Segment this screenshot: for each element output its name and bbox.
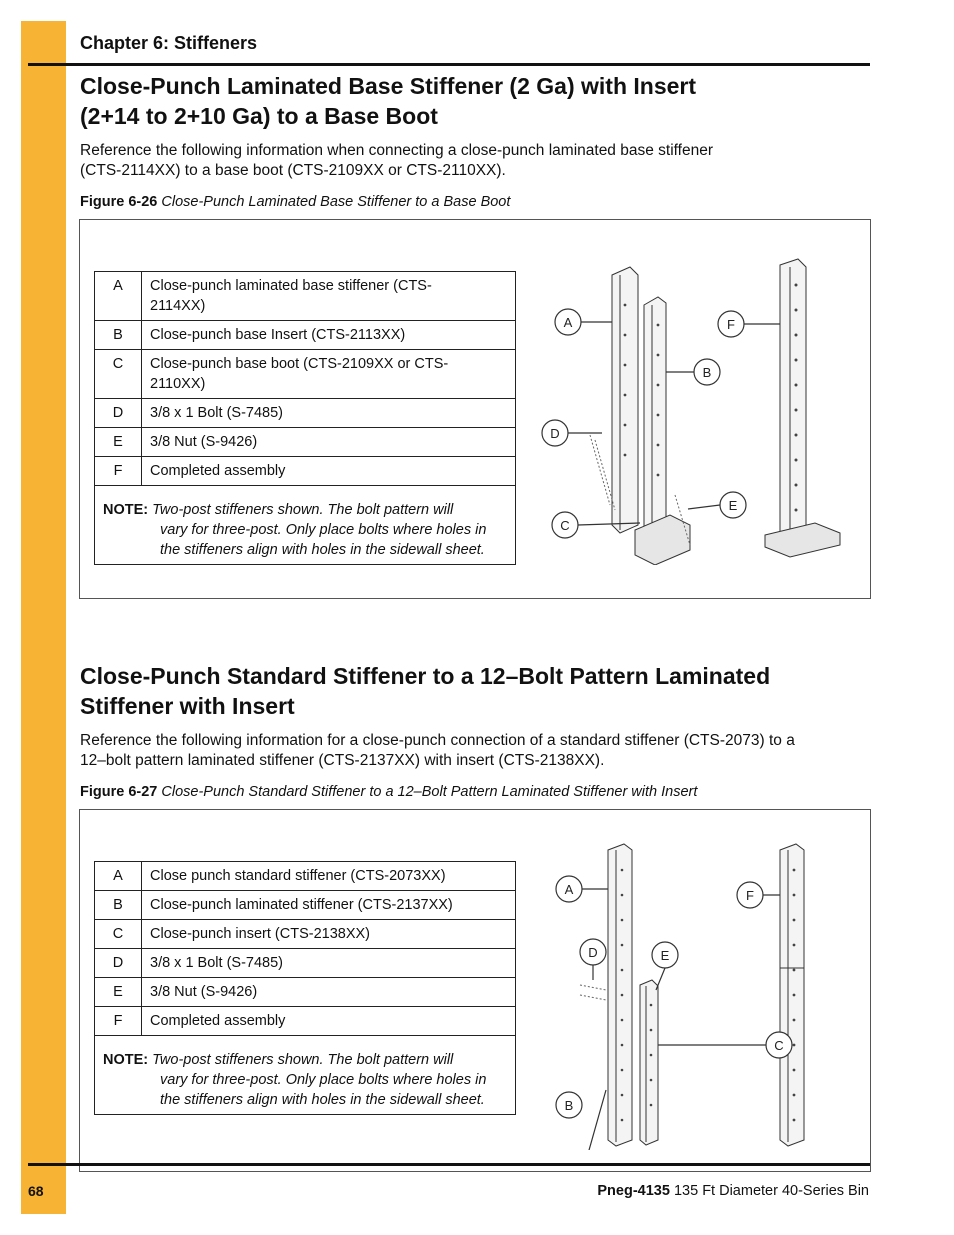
chapter-sidebar-bar bbox=[21, 21, 66, 1214]
legend-row: D 3/8 x 1 Bolt (S-7485) bbox=[95, 399, 516, 428]
figure-title: Close-Punch Laminated Base Stiffener to a Base Boot bbox=[161, 194, 511, 210]
legend-row: F Completed assembly bbox=[95, 457, 516, 486]
chapter-heading: Chapter 6: Stiffeners bbox=[80, 33, 258, 53]
callout-a-label: A bbox=[564, 882, 574, 897]
figure-6-27-caption bbox=[80, 784, 697, 800]
legend-row: E 3/8 Nut (S-9426) bbox=[95, 428, 516, 457]
legend-note: NOTE: Two-post stiffeners shown. The bolt pattern will vary for three-post. Only place bolts where holes in the stiffeners align with holes in the sidewall sheet. bbox=[95, 1036, 516, 1115]
legend-note: NOTE: Two-post stiffeners shown. The bolt pattern will vary for three-post. Only place bolts where holes in the stiffeners align with holes in the sidewall sheet. bbox=[95, 486, 516, 565]
footer-doc-info bbox=[597, 1183, 869, 1199]
figure-6-27-legend bbox=[94, 861, 516, 1115]
legend-row: C Close-punch insert (CTS-2138XX) bbox=[95, 920, 516, 949]
figure-6-26-legend bbox=[94, 271, 516, 565]
figure-6-26-box bbox=[79, 219, 871, 599]
legend-row: B Close-punch base Insert (CTS-2113XX) bbox=[95, 321, 516, 350]
section1-title: Close-Punch Laminated Base Stiffener (2 Ga) with Insert (2+14 to 2+10 Ga) to a Base Boot bbox=[80, 73, 697, 129]
doc-id: Pneg-4135 bbox=[597, 1183, 670, 1199]
footer-rule bbox=[28, 1163, 870, 1166]
figure-6-26-caption bbox=[80, 194, 510, 210]
figure-6-26-illustration bbox=[540, 245, 860, 565]
header-rule bbox=[28, 63, 870, 66]
figure-label: Figure 6-26 bbox=[80, 194, 158, 210]
page-number: 68 bbox=[28, 1183, 44, 1199]
legend-row: D 3/8 x 1 Bolt (S-7485) bbox=[95, 949, 516, 978]
figure-label: Figure 6-27 bbox=[80, 784, 158, 800]
legend-row: E 3/8 Nut (S-9426) bbox=[95, 978, 516, 1007]
figure-6-27-box bbox=[79, 809, 871, 1172]
legend-note-row bbox=[95, 486, 516, 565]
callout-d-label: D bbox=[588, 945, 598, 960]
callout-e-label: E bbox=[660, 948, 670, 963]
legend-row: C Close-punch base boot (CTS-2109XX or CTS- 2110XX) bbox=[95, 350, 516, 399]
callout-b-label: B bbox=[702, 365, 712, 380]
callout-d-label: D bbox=[550, 426, 560, 441]
legend-row: F Completed assembly bbox=[95, 1007, 516, 1036]
callout-c-label: C bbox=[560, 518, 570, 533]
legend-row: A Close punch standard stiffener (CTS-2073XX) bbox=[95, 862, 516, 891]
callout-f-label: F bbox=[727, 317, 735, 332]
figure-title: Close-Punch Standard Stiffener to a 12–Bolt Pattern Laminated Stiffener with Insert bbox=[161, 784, 698, 800]
section2-intro: Reference the following information for a close-punch connection of a standard stiffener (CTS-2073) to a 12–bolt pattern laminated stiffener (CTS-2137XX) with insert (CTS-2138XX). bbox=[80, 732, 795, 769]
callout-f-label: F bbox=[746, 888, 754, 903]
section1-intro: Reference the following information when connecting a close-punch laminated base stiffener (CTS-2114XX) to a base boot (CTS-2109XX or CTS-2110XX). bbox=[80, 142, 714, 179]
callout-a-label: A bbox=[563, 315, 573, 330]
callout-e-label: E bbox=[728, 498, 738, 513]
doc-title: 135 Ft Diameter 40-Series Bin bbox=[673, 1183, 869, 1199]
legend-row: B Close-punch laminated stiffener (CTS-2137XX) bbox=[95, 891, 516, 920]
figure-6-27-illustration bbox=[540, 840, 860, 1150]
callout-b-label: B bbox=[564, 1098, 574, 1113]
legend-note-row bbox=[95, 1036, 516, 1115]
legend-row: A Close-punch laminated base stiffener (CTS- 2114XX) bbox=[95, 272, 516, 321]
callout-c-label: C bbox=[774, 1038, 784, 1053]
section2-title: Close-Punch Standard Stiffener to a 12–Bolt Pattern Laminated Stiffener with Insert bbox=[80, 663, 771, 719]
